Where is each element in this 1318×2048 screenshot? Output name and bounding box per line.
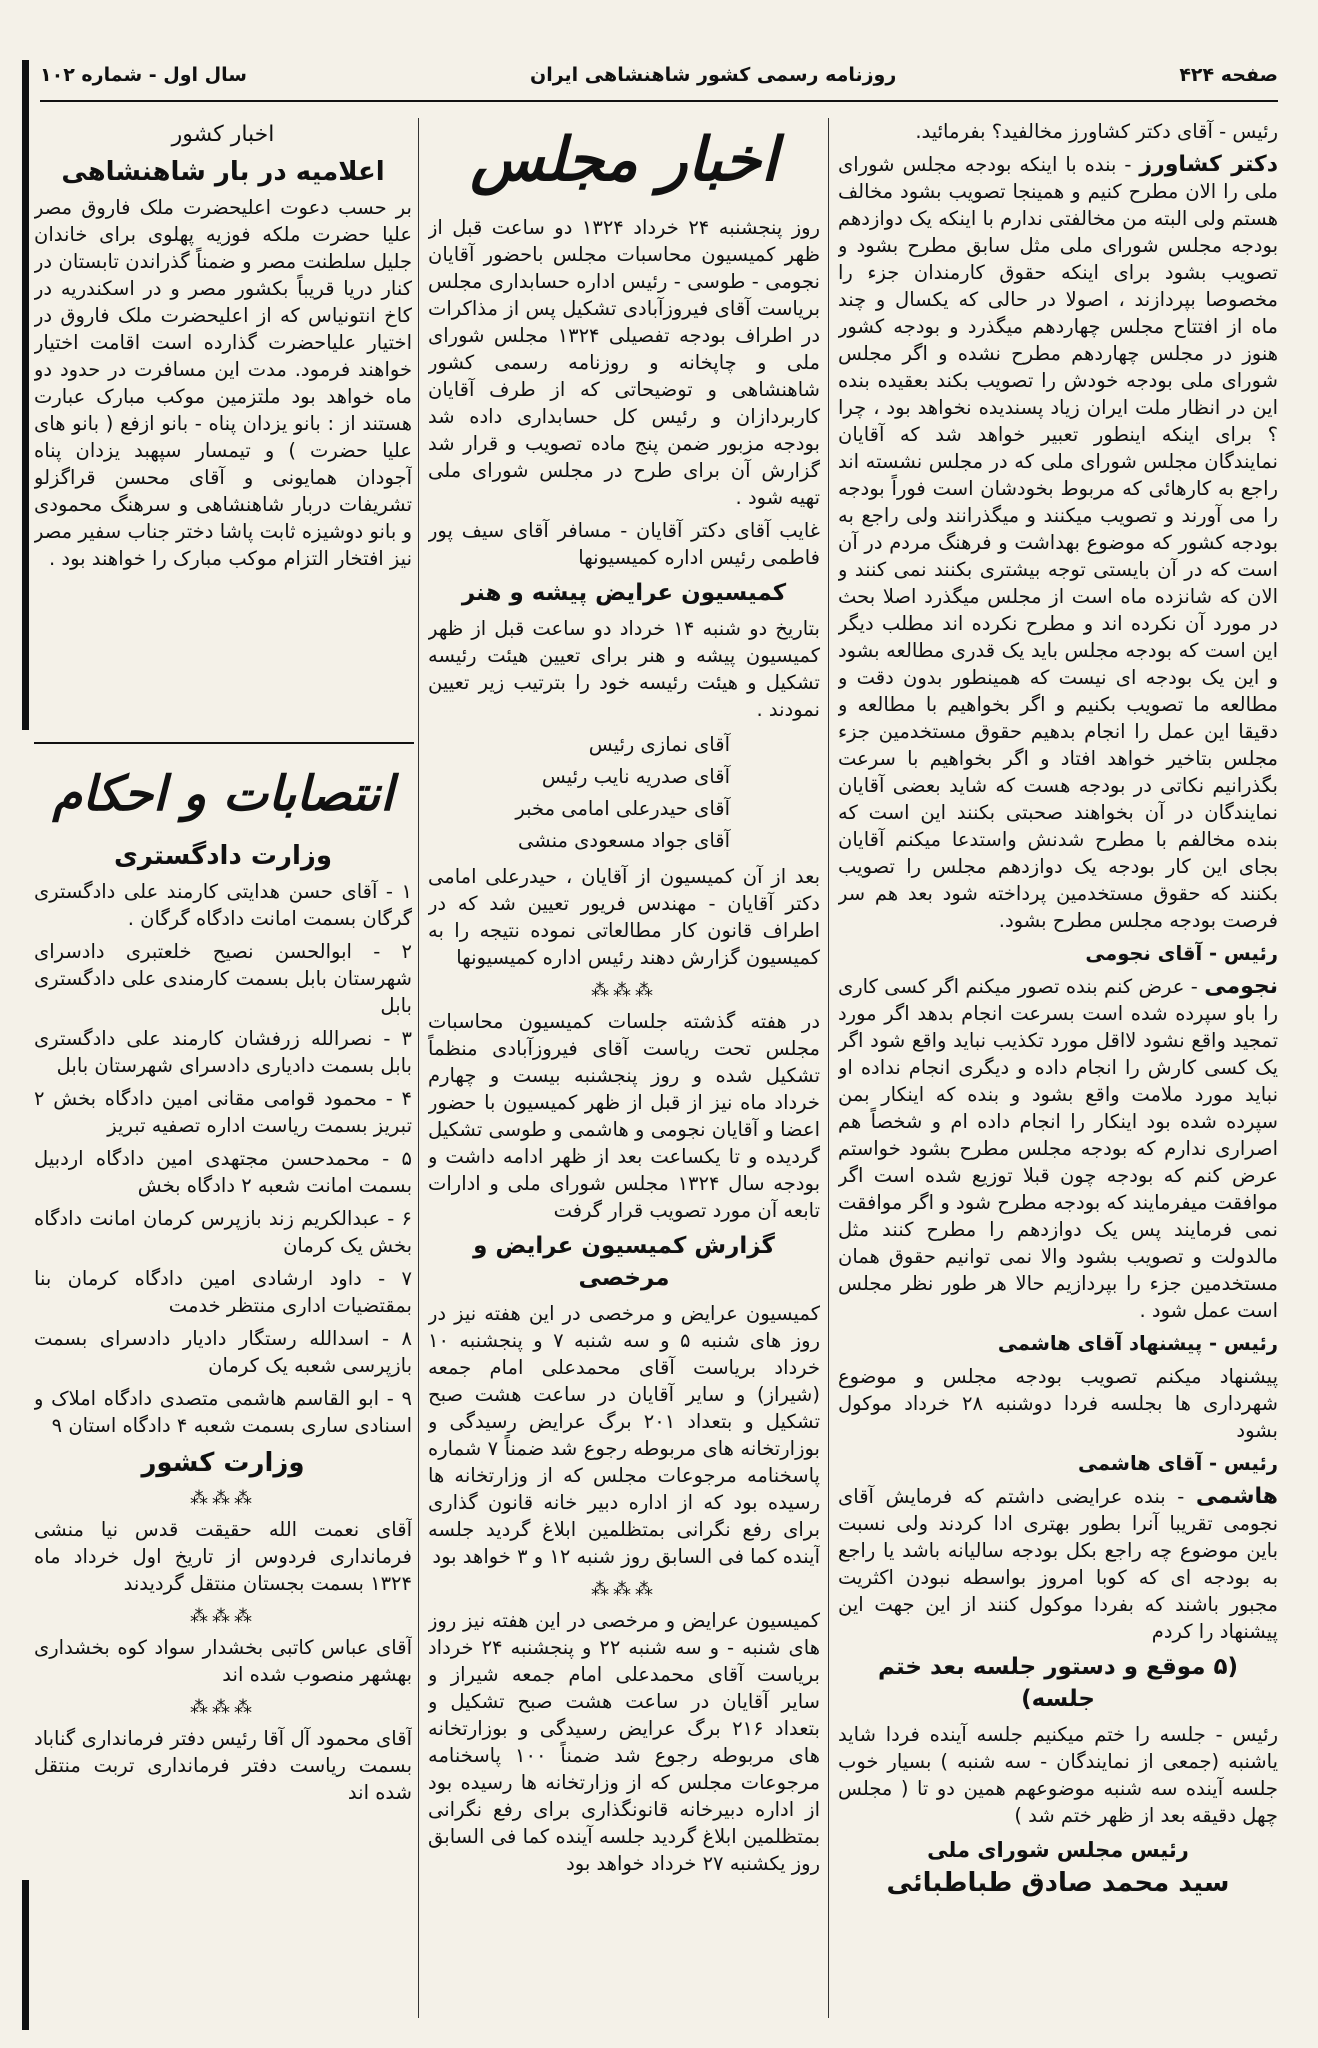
speaker-name: نجومی: [1204, 974, 1278, 999]
appointment-item: ۷ - داود ارشادی امین دادگاه کرمان بنا بمقتضیات اداری منتظر خدمت: [34, 1267, 412, 1317]
news-paragraph: کمیسیون عرایض و مرخصی در این هفته نیز روز های شنبه - و سه شنبه ۲۲ و پنجشنبه ۲۴ خرداد بریاست آقای محمدعلی امام جمعه شیراز و سایر آقایان در ساعت هشت صبح تشکیل و بتعداد ۲۱۶ برگ عرایض رسیدگی و بوزارتخانه های مربوطه رجوع شد ضمناً ۱۰۰ پاسخنامه مرجوعات مجلس که از وزارتخانه ها رسیده بود از اداره دبیرخانه قانونگذاری برای رفع نگرانی بمتظلمین ابلاغ گردید جلسه آینده کما فی السابق روز یکشنبه ۲۷ خرداد خواهد بود: [428, 1609, 820, 1875]
appointment-item: ۵ - محمدحسن مجتهدی امین دادگاه اردبیل بسمت امانت شعبه ۲ دادگاه بخش: [34, 1147, 412, 1197]
news-paragraph: بتاریخ دو شنبه ۱۴ خرداد دو ساعت قبل از ظهر کمیسیون پیشه و هنر برای تعیین هیئت رئیسه تشکیل و هیئت رئیسه خود را بترتیب زیر تعیین نمودند .: [428, 617, 820, 721]
appointment-item: ۶ - عبدالکریم زند بازپرس کرمان امانت دادگاه بخش یک کرمان: [34, 1207, 412, 1257]
signature-name: سید محمد صادق طباطبائی: [886, 1868, 1230, 1898]
appointment-item: ۲ - ابوالحسن نصیح خلعتبری دادسرای شهرستان بابل بسمت کارمندی علی دادگستری بابل: [34, 940, 412, 1017]
section-heading: کمیسیون عرایض پیشه و هنر: [461, 580, 787, 606]
speech-text: - عرض کنم بنده تصور میکنم اگر کسی کاری را باو سپرده شده است بسرعت انجام بدهد اگر مورد تمجید واقع نشود لااقل مورد تکذیب نباید واقع شود اگر یک کسی کارش را انجام داده و دیگری انجام نداده او نباید مورد ملامت واقع بشود و بنده که اینکار بمن سپرده شده بود اینکار را انجام داده ام و شخصاً هم اصراری ندارم که بودجه مجلس مطرح بشود خواستم عرض کنم که بودجه چون قبلا توزیع شده است اگر موافقت میفرمایند که بودجه مطرح شود و اگر موافقت نمی فرمایند پس یک دوازدهم را مطرح کنند مثل مالدولت و تصویب بشود والا نمی توانیم حقوق همان مستخدمین جزء را بپردازیم حالا هر طور نظر مجلس است عمل شود .: [838, 975, 1278, 1322]
debate-column: [838, 118, 1278, 2028]
section-divider: [34, 742, 414, 744]
ministry-heading: وزارت کشور: [141, 1448, 305, 1478]
appointment-item: ۳ - نصرالله زرفشان کارمند علی دادگستری بابل بسمت دادیاری دادسرای شهرستان بابل: [34, 1027, 412, 1077]
separator-stars: ⁂⁂⁂: [190, 1606, 256, 1627]
speaker-name: هاشمی: [1195, 1484, 1278, 1509]
country-news-column: [34, 118, 412, 738]
member-item: آقای جواد مسعودی منشی: [517, 829, 730, 852]
separator-stars: ⁂⁂⁂: [591, 1579, 657, 1600]
debate-paragraph: رئیس - آقای دکتر کشاورز مخالفید؟ بفرمائید.: [915, 120, 1278, 143]
separator-stars: ⁂⁂⁂: [190, 1697, 256, 1718]
majlis-title: اخبار مجلس: [470, 125, 778, 195]
debate-paragraph: [838, 1483, 1278, 1645]
appointment-item: آقای عباس کاتبی بخشدار سواد کوه بخشداری بهشهر منصوب شده اند: [34, 1636, 412, 1686]
news-paragraph: در هفته گذشته جلسات کمیسیون محاسبات مجلس تحت ریاست آقای فیروزآبادی منظماً تشکیل شده و روز پنجشنبه بیست و چهارم خرداد ماه نیز از قبل از ظهر کمیسیون با حضور اعضا و آقایان نجومی و هاشمی و طوسی تشکیل گردیده و تا یکساعت بعد از ظهر ادامه داشت و بودجه سال ۱۳۲۴ مجلس شورای ملی و ادارات تابعه آن مورد تصویب قرار گرفت: [428, 1010, 820, 1222]
member-item: آقای حیدرعلی امامی مخبر: [515, 797, 730, 820]
speaker-name: دکتر کشاورز: [1139, 152, 1278, 177]
signature-role: رئیس مجلس شورای ملی: [927, 1838, 1189, 1862]
announcement-heading: اعلامیه در بار شاهنشاهی: [61, 157, 385, 187]
page-number: صفحه ۴۲۴: [1179, 64, 1278, 86]
column-divider: [418, 118, 419, 2018]
news-paragraph: غایب آقای دکتر آقایان - مسافر آقای سیف پور فاطمی رئیس اداره کمیسیونها: [428, 519, 820, 569]
speech-text: - بنده با اینکه بودجه مجلس شورای ملی را الان مطرح کنیم و همینجا تصویب بشود مخالف هستم ولی البته من مخالفتی ندارم با اینکه یک دوازدهم بودجه مجلس شورای ملی مثل سابق مطرح بشود و تصویب بشود برای اینکه حقوق کارمندان جزء را مخصوصا بپردازند ، اصولا در حالی که یکسال و چند ماه از افتتاح مجلس چهاردهم میگذرد و بودجه کشور هنوز در مجلس چهاردهم مطرح نشده و اگر مجلس شورای ملی بودجه خودش را تصویب بکند بعقیده بنده این در انظار ملت ایران زیاد پسندیده نخواهد بود ، چرا ؟ برای اینکه اینطور تعبیر خواهد شد که آقایان نمایندگان مجلس شورای ملی که در مجلس نشسته اند راجع به کارهائی که مربوط بخودشان است فوراً بودجه را می آورند و تصویب میکنند و میگذرانند ولی راجع به بودجه کشور که موضوع بهداشت و فرهنگ مردم در آن است که در آن بایستی توجه بیشتری بکنند نمی کنند و الان که شانزده ماه است از مجلس میگذرد اصلا بحث در مورد آن نکرده اند و مطرح نکرده اند مطلب دیگر این است که بودجه مجلس باید یک قدری مطالعه بشود و این یک بودجه ای نیست که همینطور بدون دقت و مطالعه ما تصویب بکنیم و اگر بخواهیم با مطالعه و دقیقا این عمل را انجام بدهیم حقوق مستخدمین جزء مجلس بتاخیر خواهد افتاد و اگر بخواهیم با سرعت بگذرانیم نکاتی در بودجه هست که شاید بعضی آقایان نمایندگان در آن بخواهند صحبتی بکنند این است که بنده مخالفم با مطرح شدنش واستدعا میکنم آقایان بجای این کار بودجه یک دوازدهم مجلس را تصویب بکنند که حقوق مستخدمین پرداخته شود بعد هم سر فرصت بودجه مجلس مطرح بشود.: [838, 153, 1278, 932]
news-paragraph: روز پنجشنبه ۲۴ خرداد ۱۳۲۴ دو ساعت قبل از ظهر کمیسیون محاسبات مجلس باحضور آقایان نجومی - طوسی - رئیس اداره حسابداری مجلس بریاست آقای فیروزآبادی تشکیل پس از مذاکرات در اطراف بودجه تفصیلی ۱۳۲۴ مجلس شورای ملی و چاپخانه و روزنامه رسمی کشور شاهنشاهی و توضیحاتی که از طرف آقایان کاربردازان و رئیس کل حسابداری داده شد بودجه مزبور ضمن پنج ماده تصویب و قرار شد گزارش آن برای طرح در مجلس شورای ملی تهیه شود .: [428, 216, 820, 509]
appointments-column: [34, 752, 412, 2032]
speech-text: - بنده عرایضی داشتم که فرمایش آقای نجومی تقریبا آنرا بطور بهتری ادا کردند ولی نسبت باین موضوع چه راجع بکل بودجه سالیانه باشد یا راجع به بودجه ای که کوبا امروز بواسطه نبودن اکثریت مجبور باشند که بفردا موکول کنند از این جهت این پیشنهاد را کردم: [838, 1485, 1278, 1643]
member-item: آقای نمازی رئیس: [588, 733, 730, 756]
debate-paragraph: پیشنهاد میکنم تصویب بودجه مجلس و موضوع شهرداری ها بجلسه فردا دوشنبه ۲۸ خرداد موکول بشود: [838, 1365, 1278, 1442]
appointments-title: انتصابات و احکام: [52, 766, 394, 822]
appointment-item: ۴ - محمود قوامی مقانی امین دادگاه بخش ۲ تبریز بسمت ریاست اداره تصفیه تبریز: [34, 1087, 412, 1137]
session-end-heading: (۵ موقع و دستور جلسه بعد ختم جلسه): [877, 1654, 1239, 1712]
members-list: [428, 729, 820, 857]
debate-paragraph: رئیس - آقای نجومی: [1085, 942, 1278, 965]
news-paragraph: بعد از آن کمیسیون از آقایان ، حیدرعلی امامی دکتر آقایان - مهندس فریور تعیین شد که در اطراف قانون کار مطالعاتی نموده نتیجه را به کمیسیون گزارش دهند رئیس اداره کمیسیونها: [428, 865, 820, 969]
separator-stars: ⁂⁂⁂: [591, 980, 657, 1001]
separator-stars: ⁂⁂⁂: [190, 1488, 256, 1509]
appointment-item: ۹ - ابو القاسم هاشمی متصدی دادگاه املاک و اسنادی ساری بسمت شعبه ۴ دادگاه استان ۹: [34, 1387, 412, 1437]
debate-paragraph: [838, 973, 1278, 1324]
majlis-news-column: [428, 118, 820, 2028]
country-news-title: اخبار کشور: [171, 122, 275, 147]
news-paragraph: کمیسیون عرایض و مرخصی در این هفته نیز در روز های شنبه ۵ و سه شنبه ۷ و پنجشنبه ۱۰ خرداد بریاست آقای محمدعلی امام جمعه (شیراز) و سایر آقایان در ساعت هشت صبح تشکیل و بتعداد ۲۰۱ برگ عرایض رسیدگی و بوزارتخانه های مربوطه رجوع شد ضمناً ۷ شماره پاسخنامه مرجوعات مجلس که از وزارتخانه ها رسیده بود که از اداره دبیر خانه قانون گذاری برای رفع نگرانی بمتظلمین ابلاغ گردید جلسه آینده کما فی السابق روز شنبه ۱۲ و ۳ خواهد بود: [428, 1302, 820, 1568]
debate-paragraph: رئیس - جلسه را ختم میکنیم جلسه آینده فردا شاید یاشنبه (جمعی از نمایندگان - سه شنبه ) بسیار خوب جلسه آینده سه شنبه موضوعهم همین دو تا ( مجلس چهل دقیقه بعد از ظهر ختم شد ): [838, 1723, 1278, 1827]
news-paragraph: بر حسب دعوت اعلیحضرت ملک فاروق مصر علیا حضرت ملکه فوزیه پهلوی برای خاندان جلیل سلطنت مصر و ضمناً گذراندن تابستان در کنار دریا قریباً بکشور مصر و در اسکندریه در کاخ انتونیاس که از اعلیحضرت ملک فاروق در اختیار علیاحضرت گذارده است اقامت اختیار خواهند فرمود. مدت این مسافرت در حدود دو ماه خواهد بود ملتزمین موکب مبارک عبارت هستند از : بانو یزدان پناه - بانو ازفع ( بانو های علیا حضرت ) و تیمسار سپهبد یزدان پناه آجودان همایونی و آقای محسن قراگزلو تشریفات دربار شاهنشاهی و سرهنگ محمودی و بانو دوشیزه ثابت پاشا دختر جناب سفیر مصر نیز افتخار التزام موکب مبارک را خواهند بود .: [34, 196, 412, 570]
margin-rule: [22, 1880, 29, 2030]
appointment-item: آقای محمود آل آقا رئیس دفتر فرمانداری گناباد بسمت ریاست دفتر فرمانداری تربت منتقل شده اند: [34, 1727, 412, 1804]
ministry-heading: وزارت دادگستری: [114, 841, 332, 871]
page-header: [40, 50, 1278, 102]
debate-paragraph: رئیس - آقای هاشمی: [1078, 1452, 1278, 1475]
debate-paragraph: [838, 151, 1278, 934]
appointment-item: ۸ - اسدالله رستگار دادیار دادسرای بسمت بازپرسی شعبه یک کرمان: [34, 1327, 412, 1377]
section-heading: گزارش کمیسیون عرایض و مرخصی: [473, 1233, 775, 1291]
paper-name: روزنامه رسمی کشور شاهنشاهی ایران: [529, 64, 897, 86]
appointment-item: ۱ - آقای حسن هدایتی کارمند علی دادگستری گرگان بسمت امانت دادگاه گرگان .: [34, 880, 412, 930]
column-divider: [828, 118, 829, 2018]
member-item: آقای صدریه نایب رئیس: [541, 765, 730, 788]
issue-label: سال اول - شماره ۱۰۲: [40, 64, 247, 86]
margin-rule: [22, 60, 29, 730]
debate-paragraph: رئیس - پیشنهاد آقای هاشمی: [997, 1332, 1278, 1355]
appointment-item: آقای نعمت الله حقیقت قدس نیا منشی فرمانداری فردوس از تاریخ اول خرداد ماه ۱۳۲۴ بسمت بجستان منتقل گردیدند: [34, 1518, 412, 1595]
